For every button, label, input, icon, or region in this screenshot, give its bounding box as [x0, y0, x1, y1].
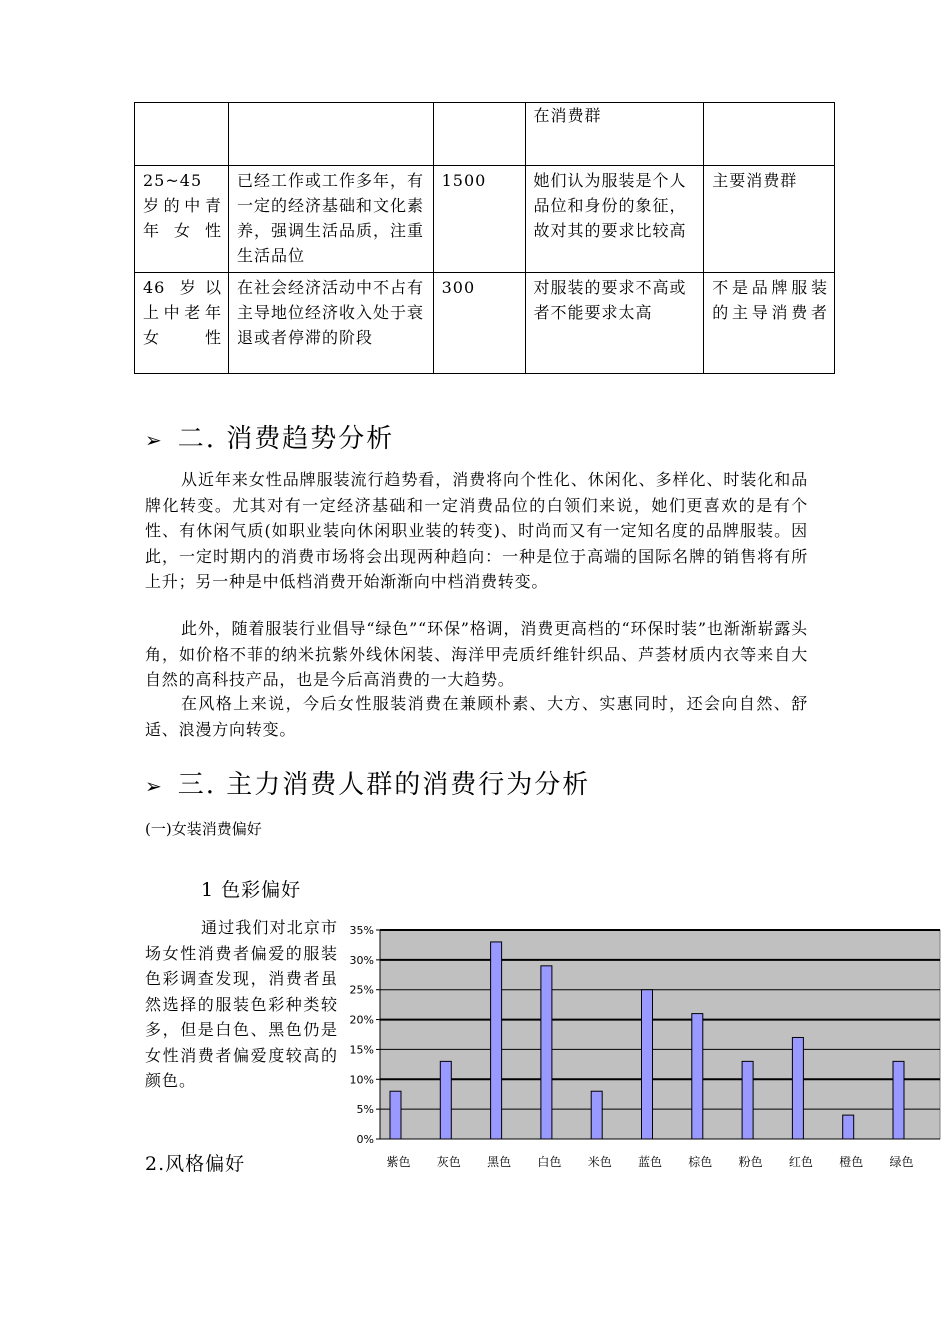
plot-area: [380, 930, 940, 1139]
table-cell: 300: [433, 273, 525, 374]
x-tick-label: 棕色: [688, 1155, 713, 1169]
arrow-bullet-icon: ➢: [145, 428, 164, 452]
x-tick-label: 红色: [788, 1155, 813, 1169]
table-cell: [704, 103, 835, 166]
paragraph: 此外，随着服装行业倡导“绿色”“环保”格调，消费更高档的“环保时装”也渐渐崭露头角，如价格不菲的纳米抗紫外线休闲装、海洋甲壳质纤维针织品、芦荟材质内衣等来自大自然的高科技产品，也是今后高消费的一大趋势。: [145, 619, 808, 689]
table-cell: 1500: [433, 166, 525, 273]
section-heading: [145, 764, 590, 801]
table-cell: 主要消费群: [704, 166, 835, 273]
section-title: 三. 主力消费人群的消费行为分析: [177, 770, 591, 800]
table-cell: 对服装的要求不高或者不能要求太高: [525, 273, 704, 374]
x-tick-label: 灰色: [436, 1155, 461, 1169]
x-tick-label: 蓝色: [637, 1155, 663, 1169]
bar: [541, 966, 552, 1139]
paragraph: 从近年来女性品牌服装流行趋势看，消费将向个性化、休闲化、多样化、时装化和品牌化转变。尤其对有一定经济基础和一定消费品位的白领们来说，她们更喜欢的是有个性、有休闲气质(如职业装向休闲职业装的转变)、时尚而又有一定知名度的品牌服装。因此，一定时期内的消费市场将会出现两种趋向：一种是位于高端的国际名牌的销售将有所上升；另一种是中低档消费开始渐渐向中档消费转变。: [145, 470, 808, 591]
table-cell: 她们认为服装是个人品位和身份的象征，故对其的要求比较高: [525, 166, 704, 273]
table-row: [135, 273, 835, 374]
paragraph: 在风格上来说，今后女性服装消费在兼顾朴素、大方、实惠同时，还会向自然、舒适、浪漫方向转变。: [145, 694, 808, 739]
paragraph: 通过我们对北京市场女性消费者偏爱的服装色彩调查发现，消费者虽然选择的服装色彩种类较多，但是白色、黑色仍是女性消费者偏爱度较高的颜色。: [145, 918, 338, 1090]
y-tick-label: 5%: [356, 1103, 374, 1117]
subheading: (一)女装消费偏好: [145, 820, 262, 838]
bar: [692, 1014, 703, 1139]
item-title: 2.风格偏好: [145, 1153, 246, 1175]
x-tick-label: 粉色: [738, 1155, 763, 1169]
table-cell: 在消费群: [525, 103, 704, 166]
bar: [390, 1091, 401, 1139]
table-cell: 25~45 岁的中青年女性: [135, 166, 229, 273]
table-cell: 46 岁以上中老年女性: [135, 273, 229, 374]
item-title: 1 色彩偏好: [201, 879, 302, 901]
color-preference-chart: [345, 920, 945, 1180]
x-tick-label: 绿色: [889, 1155, 914, 1169]
bar: [440, 1061, 451, 1139]
y-tick-label: 30%: [349, 953, 374, 967]
table-cell: 已经工作或工作多年，有一定的经济基础和文化素养，强调生活品质，注重生活品位: [228, 166, 433, 273]
table-cell: [228, 103, 433, 166]
x-tick-label: 紫色: [386, 1155, 411, 1169]
y-tick-label: 25%: [349, 983, 374, 997]
table-cell: [135, 103, 229, 166]
table-cell: [433, 103, 525, 166]
y-tick-label: 15%: [349, 1043, 374, 1057]
section-title: 二. 消费趋势分析: [177, 424, 395, 454]
y-tick-label: 10%: [349, 1073, 374, 1087]
table-cell: 不是品牌服装的主导消费者: [704, 273, 835, 374]
bar: [843, 1115, 854, 1139]
table-cell: 在社会经济活动中不占有主导地位经济收入处于衰退或者停滞的阶段: [228, 273, 433, 374]
segment-table: [134, 102, 835, 374]
bar: [491, 942, 502, 1139]
x-tick-label: 白色: [537, 1155, 562, 1169]
table-row: [135, 103, 835, 166]
x-tick-label: 黑色: [487, 1155, 512, 1169]
bar: [742, 1061, 753, 1139]
y-tick-label: 20%: [349, 1013, 374, 1027]
y-tick-label: 35%: [349, 924, 374, 937]
bar: [792, 1037, 803, 1139]
x-tick-label: 米色: [587, 1155, 612, 1169]
y-tick-label: 0%: [356, 1133, 374, 1146]
table-row: [135, 166, 835, 273]
section-heading: [145, 418, 394, 455]
bar: [642, 990, 653, 1139]
arrow-bullet-icon: ➢: [145, 774, 164, 798]
x-tick-label: 橙色: [839, 1155, 864, 1169]
bar: [893, 1061, 904, 1139]
bar: [591, 1091, 602, 1139]
